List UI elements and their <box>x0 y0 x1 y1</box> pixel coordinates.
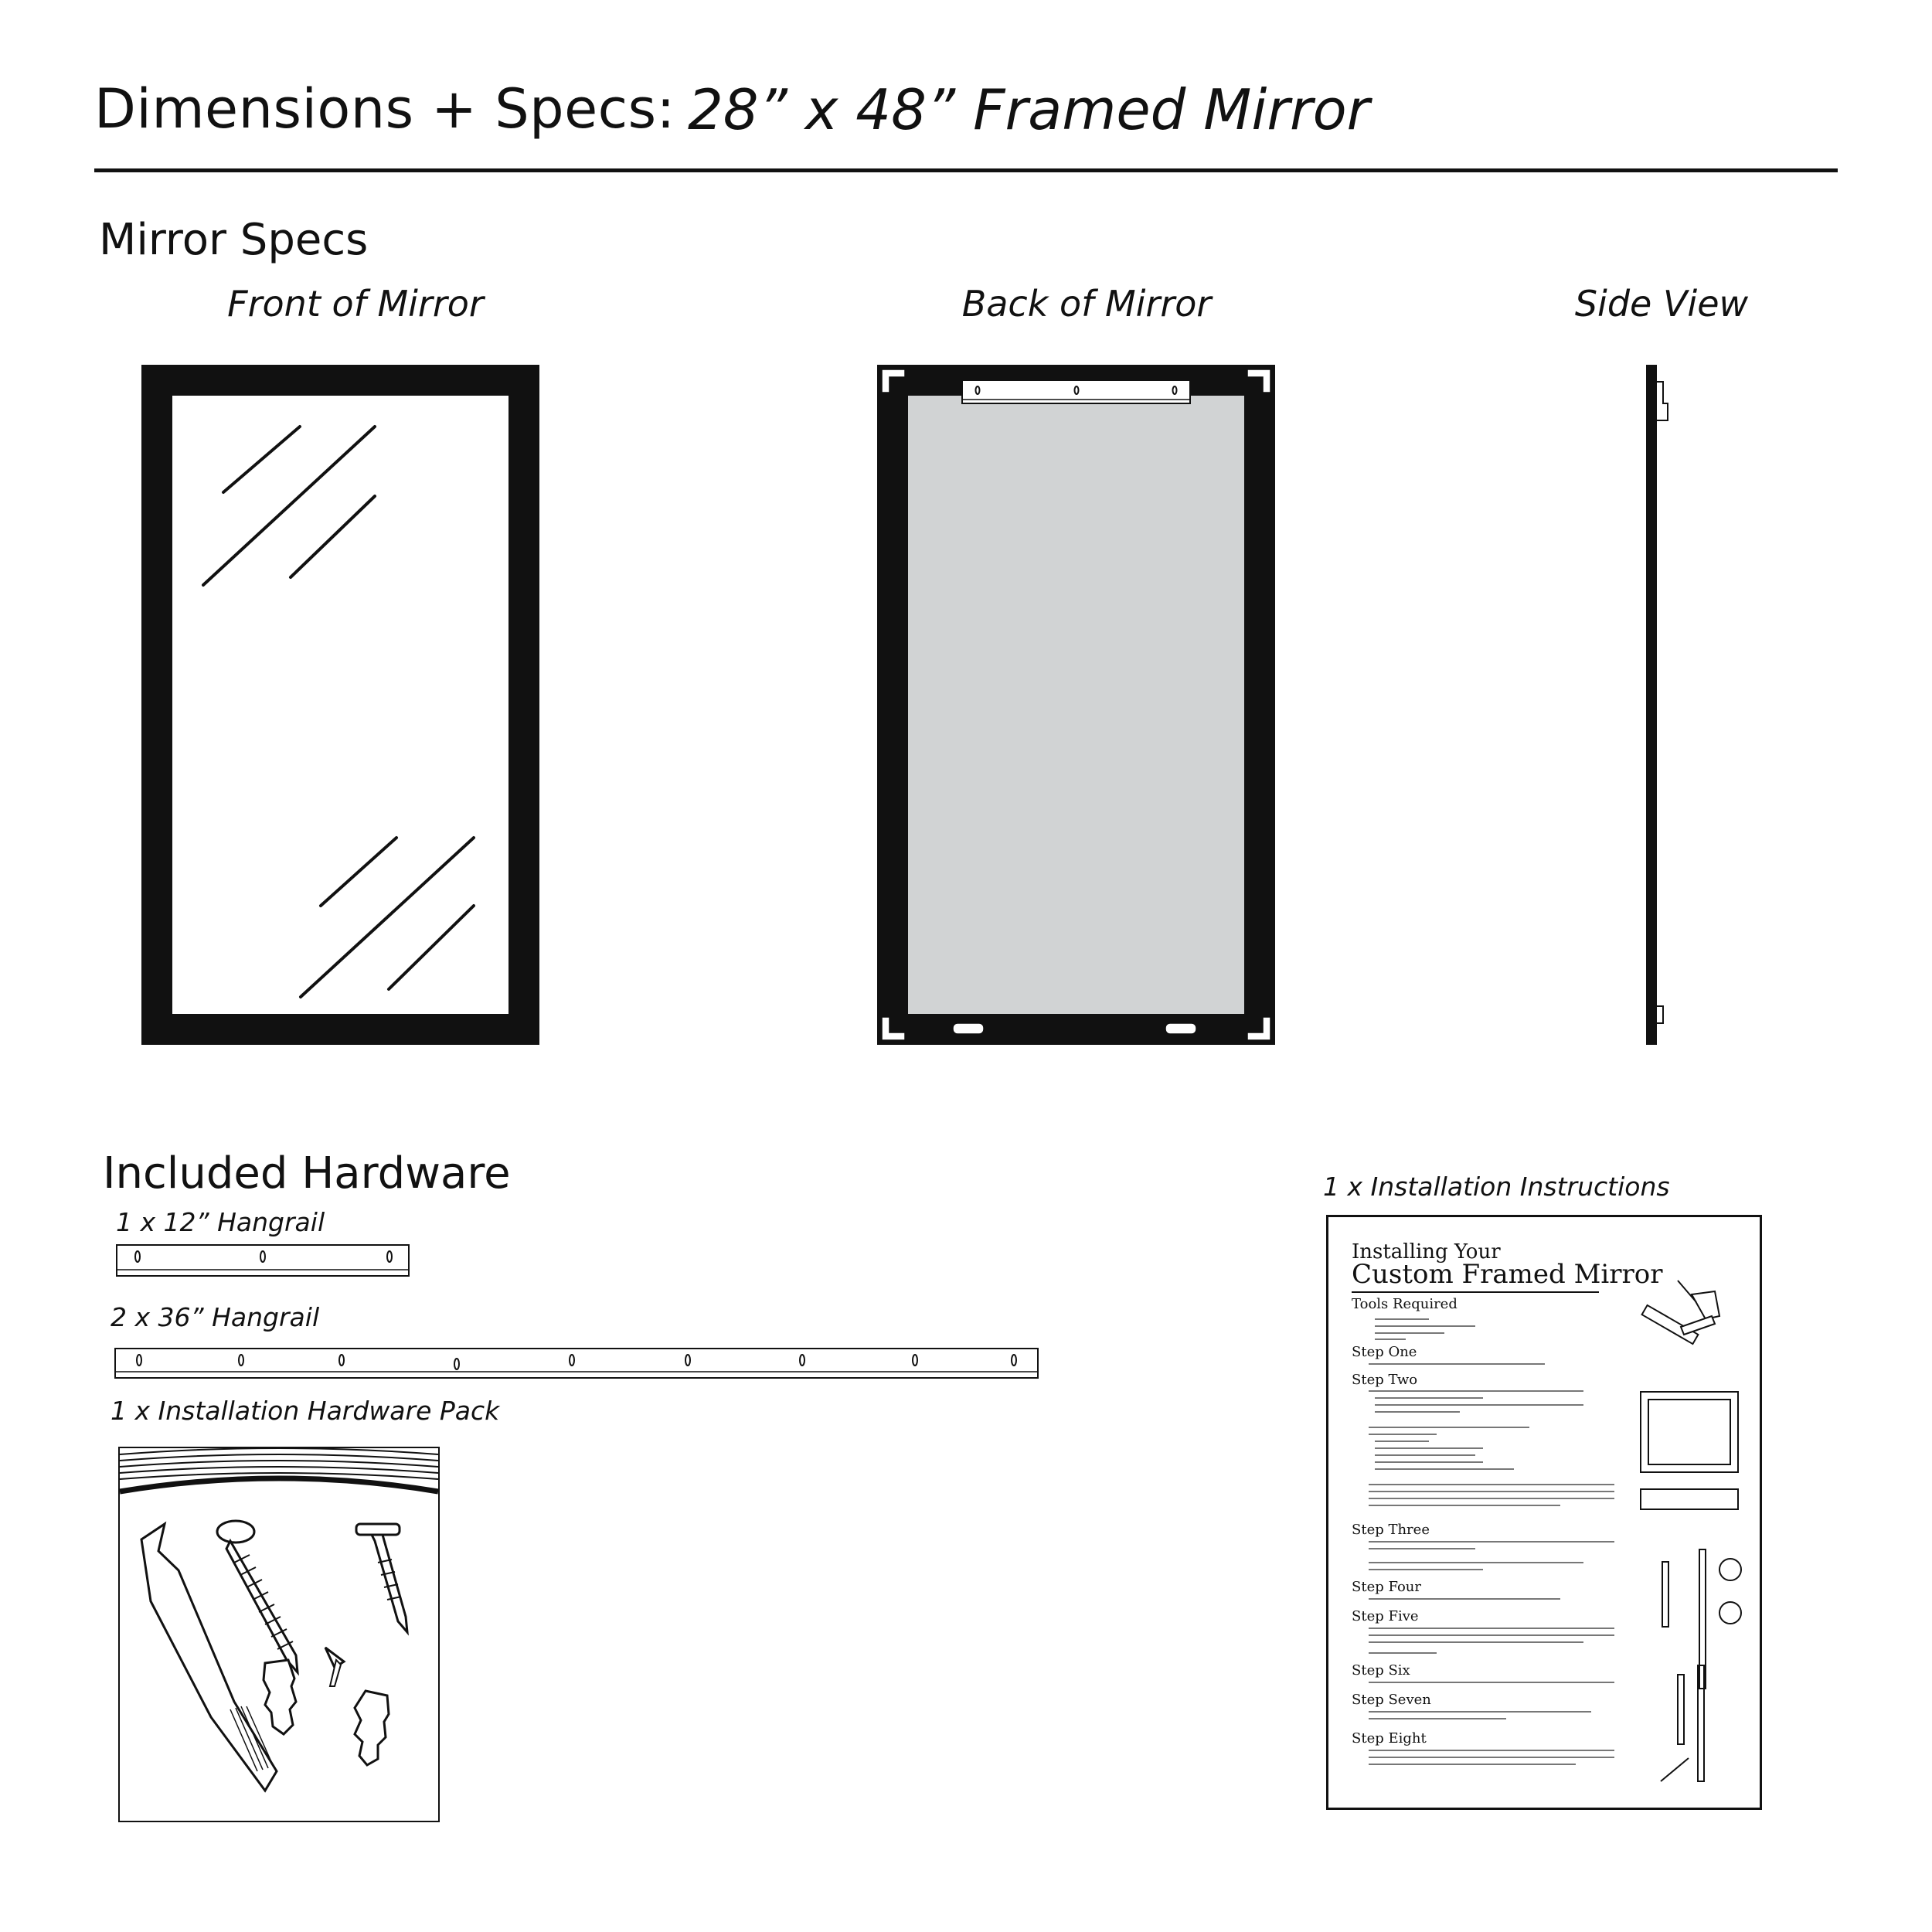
step-one: Step One <box>1352 1344 1417 1360</box>
step-seven: Step Seven <box>1352 1692 1431 1708</box>
front-view-label: Front of Mirror <box>227 283 484 325</box>
hangrail-icon <box>114 1348 1039 1380</box>
side-view-label: Side View <box>1574 283 1749 325</box>
back-view-label: Back of Mirror <box>961 283 1212 325</box>
hangrail-12-label: 1 x 12” Hangrail <box>116 1207 325 1237</box>
product-title: 28” x 48” Framed Mirror <box>688 77 1370 142</box>
step-five: Step Five <box>1352 1608 1419 1624</box>
mirror-front-icon <box>141 365 539 1045</box>
instructions-label: 1 x Installation Instructions <box>1323 1172 1670 1202</box>
sheet-body-lines <box>1328 1217 1764 1812</box>
sheet-title-line2: Custom Framed Mirror <box>1352 1259 1663 1290</box>
sheet-title-line1: Installing Your <box>1352 1240 1501 1264</box>
mirror-specs-heading: Mirror Specs <box>99 215 369 265</box>
included-hardware-heading: Included Hardware <box>103 1148 511 1199</box>
hardware-pack-icon <box>118 1447 440 1822</box>
page-title: Dimensions + Specs: <box>94 77 675 141</box>
step-two: Step Two <box>1352 1372 1418 1388</box>
hardware-pack-label: 1 x Installation Hardware Pack <box>111 1396 500 1426</box>
header-divider <box>94 168 1838 172</box>
hangrail-icon <box>116 1244 410 1278</box>
hangrail-36-label: 2 x 36” Hangrail <box>111 1302 320 1332</box>
mirror-back-icon <box>877 365 1275 1045</box>
step-tools: Tools Required <box>1352 1296 1458 1312</box>
step-three: Step Three <box>1352 1522 1430 1538</box>
instructions-sheet-icon <box>1326 1215 1762 1810</box>
step-eight: Step Eight <box>1352 1730 1427 1747</box>
mirror-side-icon <box>1646 365 1677 1045</box>
step-six: Step Six <box>1352 1662 1410 1679</box>
step-four: Step Four <box>1352 1579 1421 1595</box>
